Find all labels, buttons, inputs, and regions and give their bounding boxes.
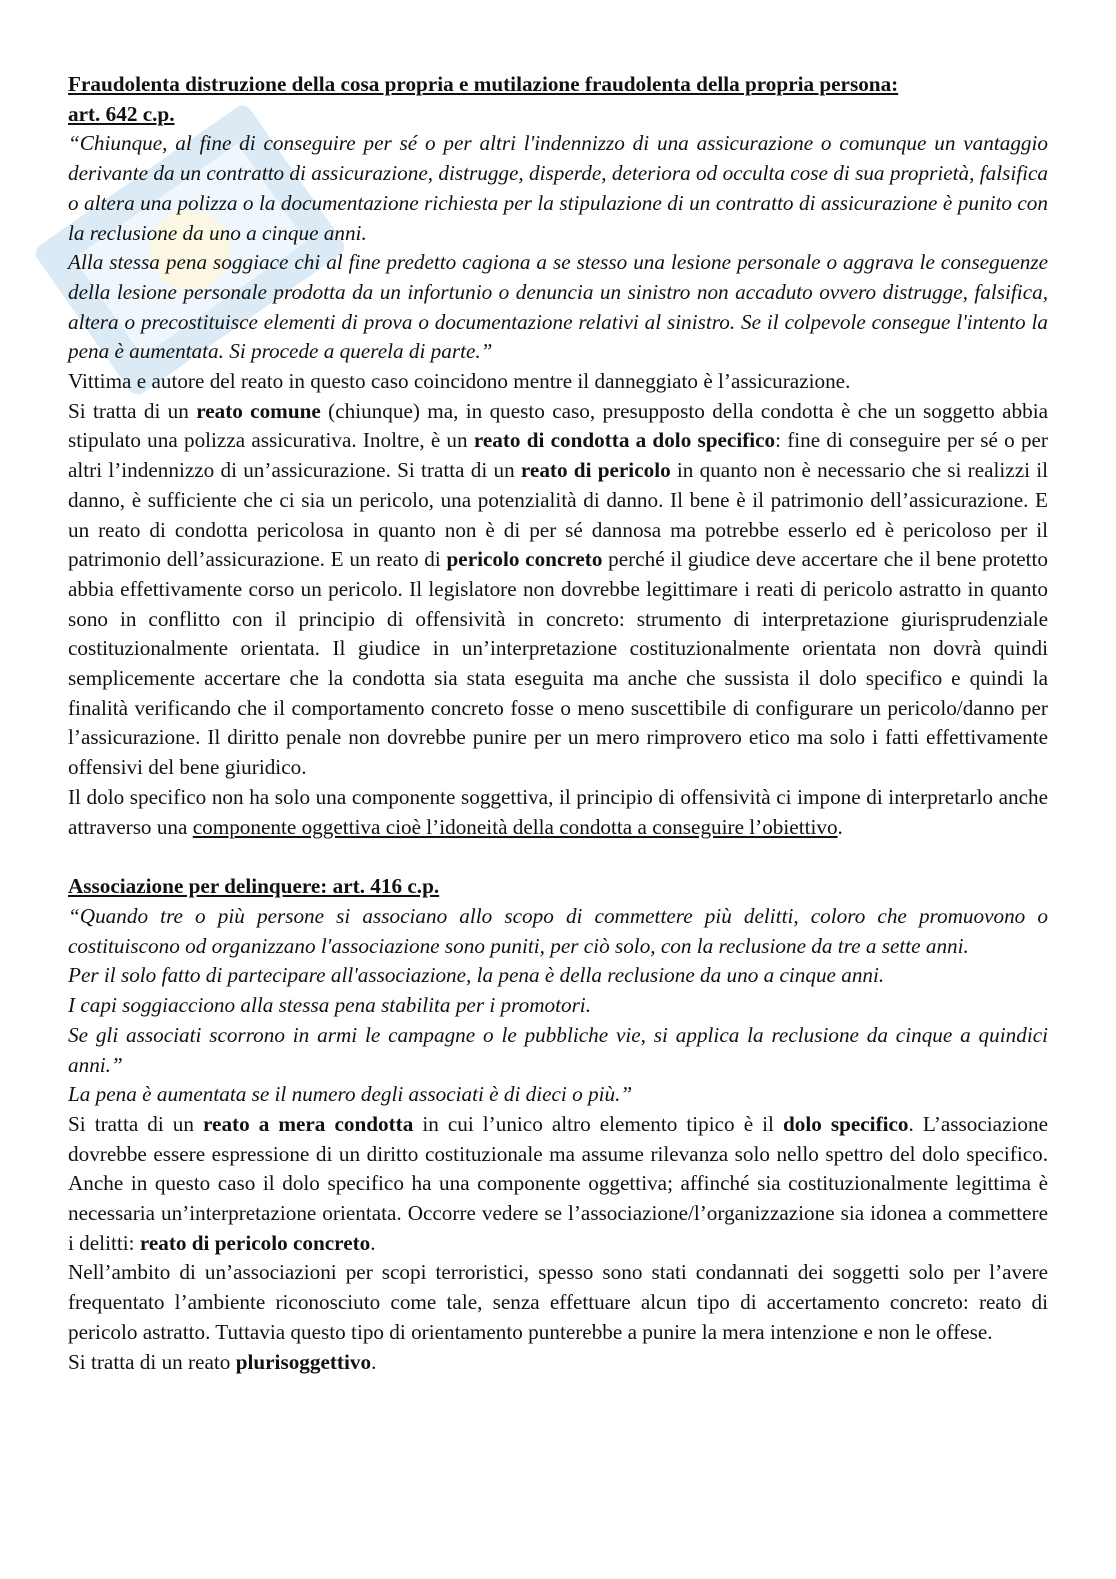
text-run: Si tratta di un (68, 1111, 204, 1136)
bold-term: pericolo concreto (446, 547, 603, 572)
bold-term: reato di condotta a dolo specifico (473, 428, 776, 453)
text-run: in cui l’unico altro elemento tipico è il (413, 1111, 783, 1136)
article-quote-paragraph: La pena è aumentata se il numero degli associati è di dieci o più.” (68, 1082, 633, 1107)
article-quote-paragraph: “Quando tre o più persone si associano allo scopo di commettere più delitti, coloro che promuovono o costituiscono od organizzano l'associazione sono puniti, per ciò solo, con la reclusione da tre a sette anni. (68, 903, 1048, 958)
body-paragraph (68, 397, 1048, 783)
body-paragraph: Vittima e autore del reato in questo caso coincidono mentre il danneggiato è l’assicurazione. (68, 369, 851, 394)
heading-line-1: Fraudolenta distruzione della cosa propria e mutilazione fraudolenta della propria persona: (68, 72, 899, 96)
section-heading-art-416: Associazione per delinquere: art. 416 c.p. (68, 874, 440, 899)
body-paragraph (68, 1110, 1048, 1259)
body-paragraph (68, 1348, 1048, 1378)
section-heading-art-642 (68, 70, 1048, 129)
text-run: . (837, 814, 843, 839)
bold-term: reato di pericolo (520, 458, 671, 483)
body-paragraph (68, 783, 1048, 842)
text-run: in quanto non è necessario che si realizzi il danno, è sufficiente che ci sia un pericolo, una potenzialità di danno. Il bene è il patrimonio dell’assicurazione. E un reato di condotta pericolosa in quanto non è di per sé dannosa ma potrebbe esserlo ed è pericoloso per il patrimonio dell’assicurazione. E un reato di (68, 458, 1048, 572)
document-page (68, 70, 1048, 1377)
bold-term: dolo specifico (782, 1111, 909, 1136)
text-run: Il dolo specifico non ha solo una componente soggettiva, il principio di offensività ci impone di interpretarlo anche attraverso una (68, 784, 1048, 839)
body-paragraph: Nell’ambito di un’associazioni per scopi terroristici, spesso sono stati condannati dei soggetti solo per l’avere frequentato l’ambiente riconosciuto come tale, senza effettuare alcun tipo di accertamento concreto: reato di pericolo astratto. Tuttavia questo tipo di orientamento punterebbe a punire la mera intenzione e non le offese. (68, 1260, 1048, 1344)
underlined-text: componente oggettiva cioè l’idoneità della condotta a conseguire l’obiettivo (192, 814, 838, 839)
heading-line-2: art. 642 c.p. (68, 101, 175, 126)
article-quote-paragraph: I capi soggiacciono alla stessa pena stabilita per i promotori. (68, 993, 591, 1018)
text-run: : fine di conseguire per sé o per altri l’indennizzo di un’assicurazione. Si tratta di un (68, 428, 1048, 483)
article-quote-paragraph: “Chiunque, al fine di conseguire per sé o per altri l'indennizzo di una assicurazione o comunque un vantaggio derivante da un contratto di assicurazione, distrugge, disperde, deteriora od occulta cose di sua proprietà, falsifica o altera una polizza o la documentazione richiesta per la stipulazione di un contratto di assicurazione è punito con la reclusione da uno a cinque anni. (68, 131, 1048, 245)
text-run: . (370, 1230, 376, 1255)
text-run: . (371, 1349, 377, 1374)
text-run: Si tratta di un (68, 398, 197, 423)
text-run: Si tratta di un reato (68, 1349, 236, 1374)
text-run: perché il giudice deve accertare che il bene protetto abbia effettivamente corso un pericolo. Il legislatore non dovrebbe legittimare i reati di pericolo astratto in quanto sono in conflitto con il principio di offensività in concreto: strumento di interpretazione giurisprudenziale costituzionalmente orientata. Il giudice in un’interpretazione costituzionalmente orientata non dovrà quindi semplicemente accertare che la condotta sia stata eseguita ma anche che sussista il dolo specifico e quindi la finalità verificando che il comportamento concreto fosse o meno suscettibile di configurare un pericolo/danno per l’assicurazione. Il diritto penale non dovrebbe punire per un mero rimprovero etico ma solo i fatti effettivamente offensivi del bene giuridico. (68, 547, 1048, 780)
bold-term: reato a mera condotta (203, 1111, 414, 1136)
article-quote-paragraph: Alla stessa pena soggiace chi al fine predetto cagiona a se stesso una lesione personale o aggrava le conseguenze della lesione personale prodotta da un infortunio o denuncia un sinistro non accaduto ovvero distrugge, falsifica, altera o precostituisce elementi di prova o documentazione relativi al sinistro. Se il colpevole consegue l'intento la pena è aumentata. Si procede a querela di parte.” (68, 250, 1048, 364)
article-quote-paragraph: Per il solo fatto di partecipare all'associazione, la pena è della reclusione da uno a cinque anni. (68, 963, 885, 988)
bold-term: reato di pericolo concreto (139, 1230, 371, 1255)
bold-term: plurisoggettivo (235, 1349, 372, 1374)
text-run: . L’associazione dovrebbe essere espressione di un diritto costituzionale ma assume rilevanza solo nello spettro del dolo specifico. Anche in questo caso il dolo specifico ha una componente oggettiva; affinché sia costituzionalmente legittima è necessaria un’interpretazione orientata. Occorre vedere se l’associazione/l’organizzazione sia idonea a commettere i delitti: (68, 1111, 1048, 1255)
bold-term: reato comune (196, 398, 321, 423)
text-run: (chiunque) ma, in questo caso, presupposto della condotta è che un soggetto abbia stipulato una polizza assicurativa. Inoltre, è un (68, 398, 1048, 453)
section-spacer (68, 842, 1048, 872)
article-quote-paragraph: Se gli associati scorrono in armi le campagne o le pubbliche vie, si applica la reclusione da cinque a quindici anni.” (68, 1022, 1048, 1077)
